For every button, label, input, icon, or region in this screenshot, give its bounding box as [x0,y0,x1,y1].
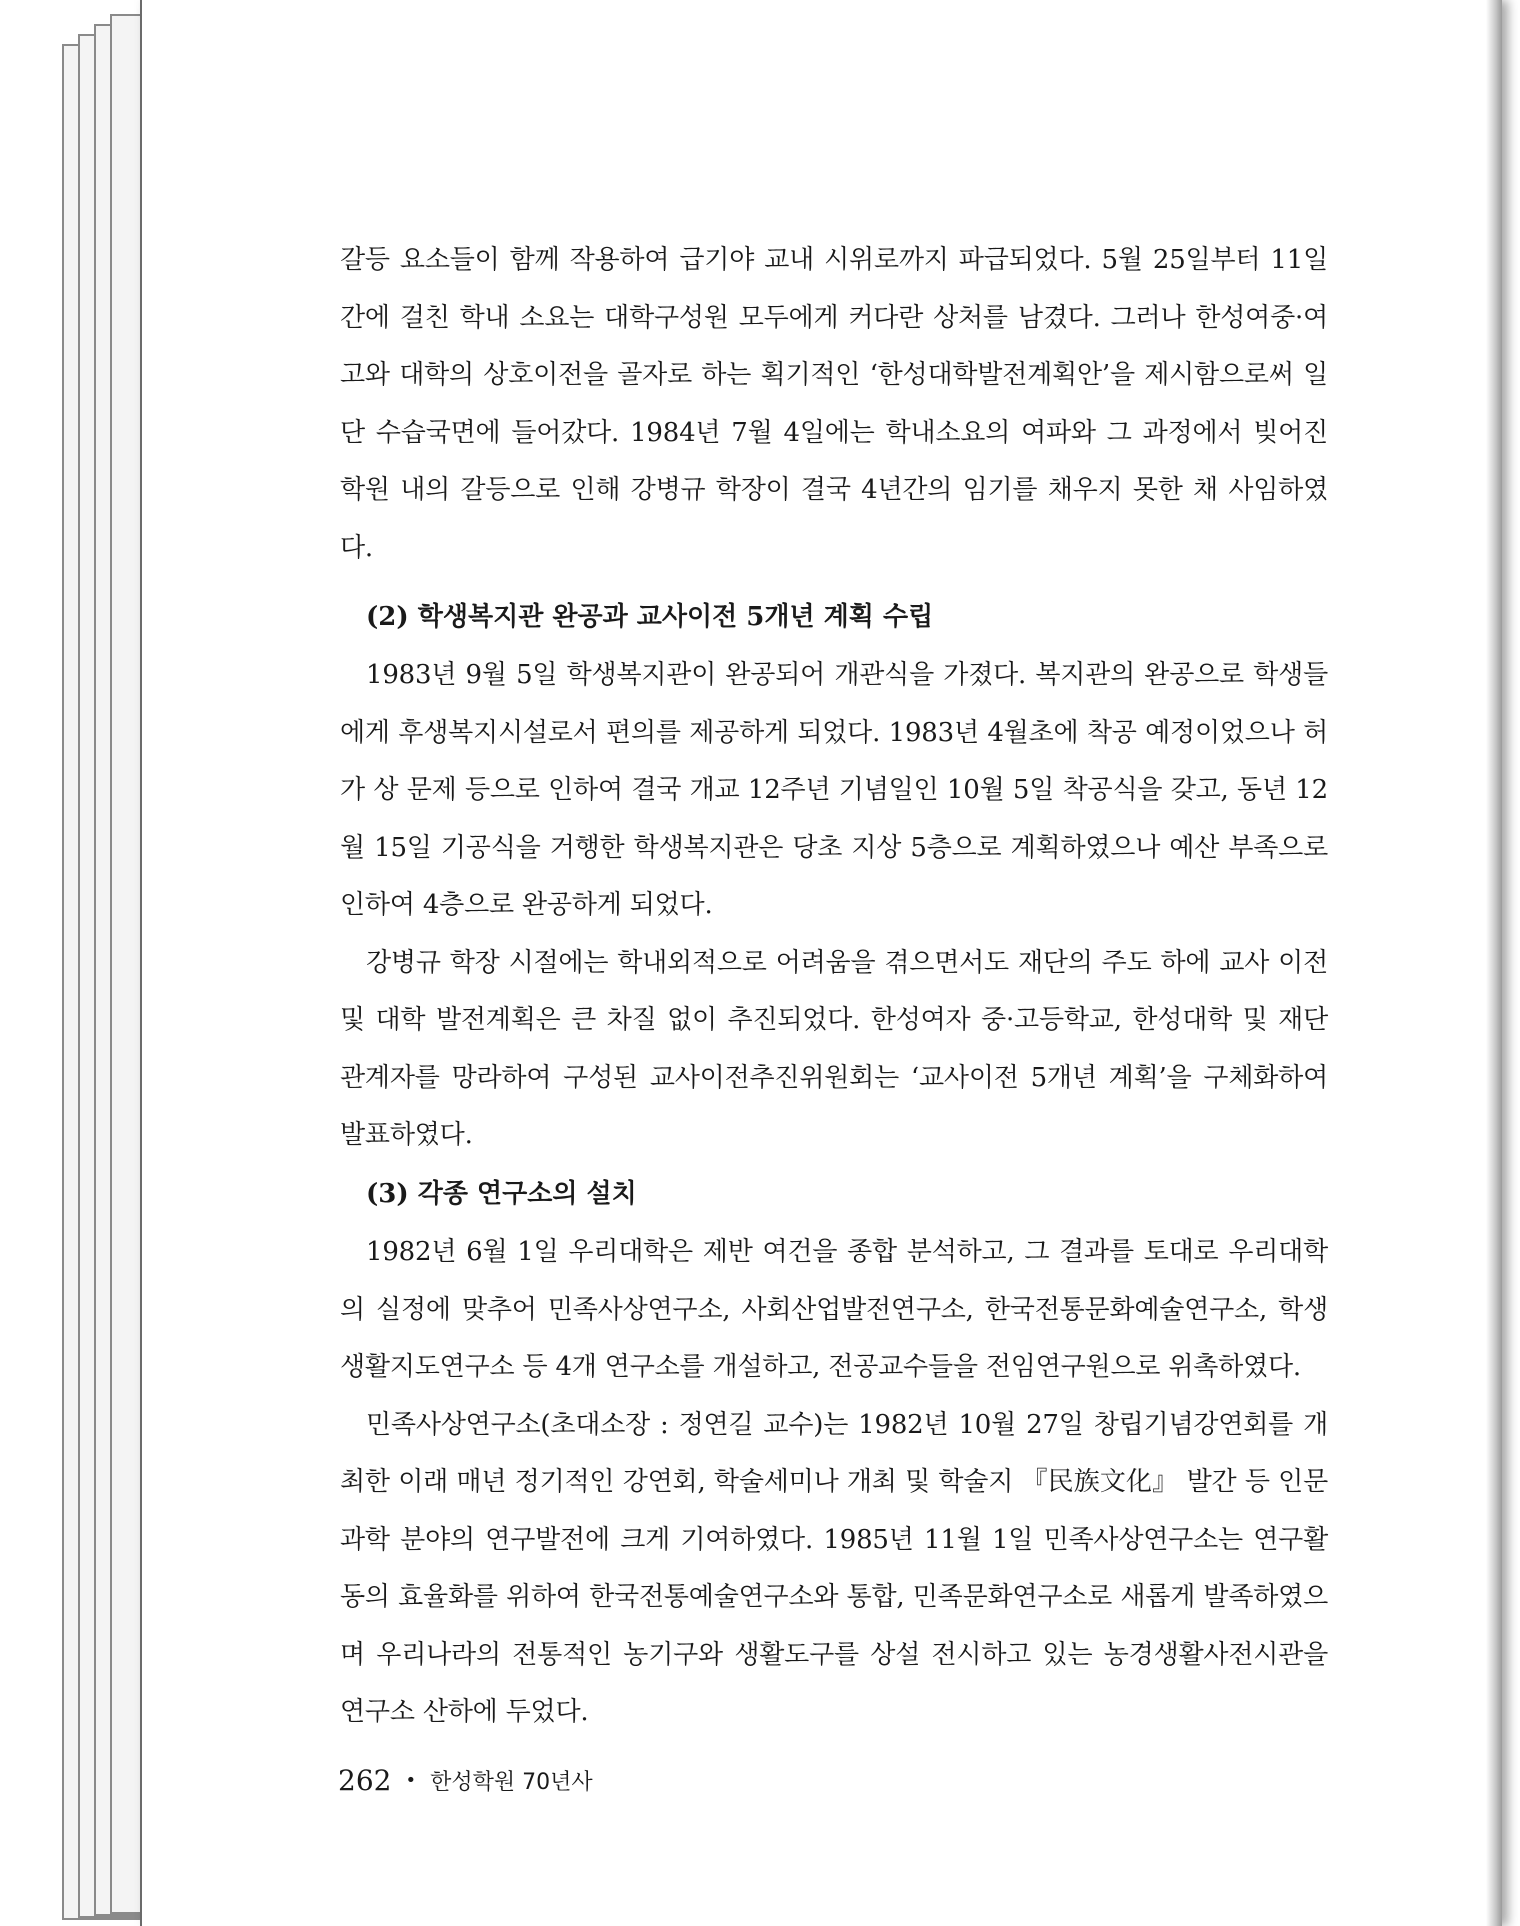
footer-bullet: • [405,1769,417,1791]
section-2 [340,595,1328,1165]
paragraph: 1982년 6월 1일 우리대학은 제반 여건을 종합 분석하고, 그 결과를 토대로 우리대학의 실정에 맞추어 민족사상연구소, 사회산업발전연구소, 한국전통문화예술연구소, 학생생활지도연구소 등 4개 연구소를 개설하고, 전공교수들을 전임연구원으로 위촉하였다. [340,1237,1328,1382]
section-heading: (3) 각종 연구소의 설치 [366,1179,637,1209]
section-3 [340,1172,1328,1742]
book-title: 한성학원 70년사 [430,1769,593,1795]
page-footer [338,1760,593,1800]
page-number: 262 [338,1763,392,1797]
paragraph: 1983년 9월 5일 학생복지관이 완공되어 개관식을 가졌다. 복지관의 완공으로 학생들에게 후생복지시설로서 편의를 제공하게 되었다. 1983년 4월초에 착공 예정이었으나 허가 상 문제 등으로 인하여 결국 개교 12주년 기념일인 10월 5일 착공식을 갖고, 동년 12월 15일 기공식을 거행한 학생복지관은 당초 지상 5층으로 계획하였으나 예산 부족으로 인하여 4층으로 완공하게 되었다. [340,660,1328,920]
paragraph: 갈등 요소들이 함께 작용하여 급기야 교내 시위로까지 파급되었다. 5월 25일부터 11일간에 걸친 학내 소요는 대학구성원 모두에게 커다란 상처를 남겼다. 그러나 한성여중·여고와 대학의 상호이전을 골자로 하는 획기적인 ‘한성대학발전계획안’을 제시함으로써 일단 수습국면에 들어갔다. 1984년 7월 4일에는 학내소요의 여파와 그 과정에서 빚어진 학원 내의 갈등으로 인해 강병규 학장이 결국 4년간의 임기를 채우지 못한 채 사임하였다. [340,245,1328,563]
intro-section [340,232,1328,577]
page-edge-shadow [1486,0,1502,1926]
paragraph: 민족사상연구소(초대소장 : 정연길 교수)는 1982년 10월 27일 창립기념강연회를 개최한 이래 매년 정기적인 강연회, 학술세미나 개최 및 학술지 『民族文化』 발간 등 인문과학 분야의 연구발전에 크게 기여하였다. 1985년 11월 1일 민족사상연구소는 연구활동의 효율화를 위하여 한국전통예술연구소와 통합, 민족문화연구소로 새롭게 발족하였으며 우리나라의 전통적인 농기구와 생활도구를 상설 전시하고 있는 농경생활사전시관을 연구소 산하에 두었다. [340,1409,1328,1727]
section-heading: (2) 학생복지관 완공과 교사이전 5개년 계획 수립 [366,602,934,632]
paragraph: 강병규 학장 시절에는 학내외적으로 어려움을 겪으면서도 재단의 주도 하에 교사 이전 및 대학 발전계획은 큰 차질 없이 추진되었다. 한성여자 중·고등학교, 한성대학 및 재단 관계자를 망라하여 구성된 교사이전추진위원회는 ‘교사이전 5개년 계획’을 구체화하여 발표하였다. [340,947,1328,1150]
